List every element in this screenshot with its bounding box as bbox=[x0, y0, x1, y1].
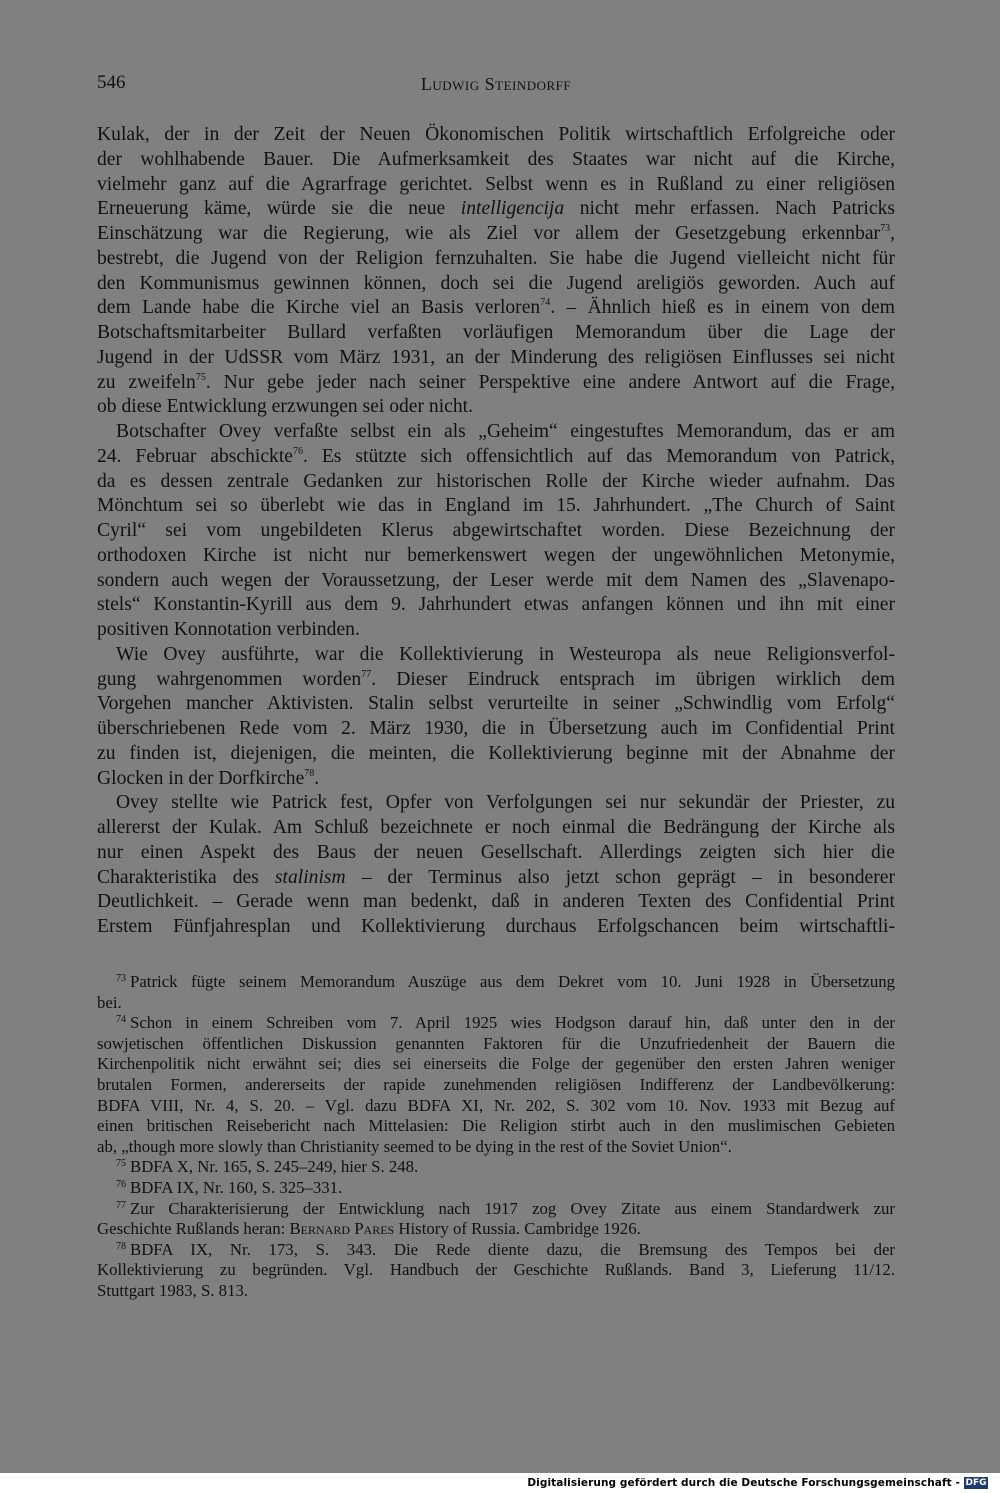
footnote-78 bbox=[97, 1240, 895, 1302]
text-segment: Charakteristika des bbox=[97, 866, 275, 888]
text-line bbox=[97, 1199, 895, 1220]
paragraph bbox=[97, 420, 895, 643]
text-segment: , bbox=[890, 223, 895, 244]
funding-notice: Digitalisierung gefördert durch die Deutsche Forschungsgemeinschaft - bbox=[527, 1477, 960, 1489]
text-segment: Patrick fügte seinem Memorandum Auszüge aus dem Dekret vom 10. Juni 1928 in Übersetzung bbox=[130, 972, 895, 991]
text-segment: zu zweifeln bbox=[97, 371, 196, 393]
italic-term: stalinism bbox=[274, 866, 346, 888]
footnote-number: 76 bbox=[116, 1178, 126, 1190]
text-line bbox=[97, 222, 895, 247]
text-segment: BDFA X, Nr. 165, S. 245–249, hier S. 248. bbox=[130, 1157, 419, 1177]
text-segment: History of Russia. Cambridge 1926. bbox=[394, 1219, 641, 1239]
footnote-ref-78[interactable]: 78 bbox=[304, 767, 315, 779]
text-segment: Glocken in der Dorfkirche bbox=[97, 767, 305, 789]
footnote-ref-76[interactable]: 76 bbox=[293, 445, 303, 457]
text-segment: Schon in einem Schreiben vom 7. April 1925 wies Hodgson darauf hin, daß unter den in der bbox=[130, 1013, 895, 1033]
footnote-ref-74[interactable]: 74 bbox=[540, 297, 551, 309]
text-line: vielmehr ganz auf die Agrarfrage gerichtet. Selbst wenn es in Rußland zu einer religiösen bbox=[97, 173, 895, 195]
footnote-73 bbox=[97, 972, 895, 1013]
text-segment: . Nur gebe jeder nach seiner Perspektive eine andere Antwort auf die Frage, bbox=[205, 371, 895, 393]
text-line: der wohlhabende Bauer. Die Aufmerksamkeit des Staates war nicht auf die Kirche, bbox=[97, 148, 895, 170]
text-line: Botschaftsmitarbeiter Bullard verfaßten vorläufigen Memorandum über die Lage der bbox=[97, 322, 895, 343]
italic-term: intelligencija bbox=[460, 198, 565, 220]
text-line: Stuttgart 1983, S. 813. bbox=[97, 1280, 249, 1300]
text-line: einen britischen Reisebericht nach Mittelasien: Die Religion stirbt auch in den muslimischen Gebieten bbox=[97, 1116, 895, 1136]
text-line: BDFA VIII, Nr. 4, S. 20. – Vgl. dazu BDFA XI, Nr. 202, S. 302 vom 10. Nov. 1933 mit Bezug auf bbox=[97, 1095, 895, 1115]
text-line bbox=[97, 767, 895, 792]
text-segment: gung wahrgenommen worden bbox=[97, 668, 362, 690]
text-line: nur einen Aspekt des Baus der neuen Gesellschaft. Allerdings zeigten sich hier die bbox=[97, 841, 895, 863]
text-line: Erstem Fünfjahresplan und Kollektivierung durchaus Erfolgschancen beim wirtschaftli- bbox=[97, 916, 895, 937]
text-line: bei. bbox=[97, 992, 122, 1012]
text-line: Kirchenpolitik nicht erwähnt sei; dies sei einerseits die Folge der gegenüber den ersten Jahren weniger bbox=[97, 1054, 895, 1074]
text-line: Ovey stellte wie Patrick fest, Opfer von Verfolgungen sei nur sekundär der Priester, zu bbox=[116, 792, 895, 814]
footnote-number: 75 bbox=[116, 1158, 126, 1170]
text-line: Botschafter Ovey verfaßte selbst ein als „Geheim“ eingestuftes Memorandum, das er am bbox=[116, 421, 895, 442]
funding-banner bbox=[0, 1473, 1000, 1493]
footnote-ref-73[interactable]: 73 bbox=[880, 223, 891, 234]
text-line: ob diese Entwicklung erzwungen sei oder nicht. bbox=[97, 396, 473, 418]
footnote-76 bbox=[97, 1178, 895, 1199]
text-line: orthodoxen Kirche ist nicht nur bemerkenswert wegen der ungewöhnlichen Metonymie, bbox=[97, 544, 895, 566]
text-segment: nicht mehr erfassen. Nach Patricks bbox=[564, 198, 895, 220]
running-title: Ludwig Steindorff bbox=[420, 74, 572, 94]
text-line: Cyril“ sei vom ungebildeten Klerus abgewirtschaftet worden. Diese Bezeichnung der bbox=[97, 520, 895, 541]
text-line: sondern auch wegen der Voraussetzung, der Leser werde mit dem Namen des „Slavenapo- bbox=[97, 569, 895, 591]
body-text bbox=[97, 123, 895, 940]
paragraph bbox=[97, 791, 895, 940]
text-line: Jugend in der UdSSR vom März 1931, an der Minderung des religiösen Einflusses sei nicht bbox=[97, 346, 895, 368]
text-line: zu finden ist, diejenigen, die meinten, die Kollektivierung beginne mit der Abnahme der bbox=[97, 742, 895, 764]
footnote-77 bbox=[97, 1199, 895, 1240]
text-segment: Erneuerung käme, würde sie die neue bbox=[97, 198, 461, 220]
author-name: Bernard Pares bbox=[289, 1219, 395, 1239]
footnote-number: 77 bbox=[116, 1199, 126, 1211]
text-line: Vorgehen mancher Aktivisten. Stalin selbst verurteilte in seiner „Schwindlig vom Erfolg“ bbox=[97, 693, 895, 715]
text-line bbox=[97, 296, 895, 321]
text-segment: . bbox=[314, 767, 320, 789]
footnote-74 bbox=[97, 1013, 895, 1157]
text-segment: Einschätzung war die Regierung, wie als Ziel vor allem der Gesetzgebung erkennbar bbox=[97, 223, 881, 244]
text-segment: BDFA IX, Nr. 173, S. 343. Die Rede diente dazu, die Bremsung des Tempos bei der bbox=[130, 1239, 895, 1259]
text-line: überschriebenen Rede vom 2. März 1930, die in Übersetzung auch im Confidential Print bbox=[97, 718, 895, 739]
footnote-number: 74 bbox=[116, 1014, 126, 1026]
text-line: ab, „though more slowly than Christianity seemed to be dying in the rest of the Soviet Union“. bbox=[97, 1136, 732, 1156]
text-line: den Kommunismus gewinnen können, doch sei die Jugend areligiös geworden. Auch auf bbox=[97, 272, 895, 294]
text-line: stels“ Konstantin-Kyrill aus dem 9. Jahrhundert etwas anfangen können und ihn mit einer bbox=[97, 594, 895, 616]
text-line: Mönchtum sei so überlebt wie das in England im 15. Jahrhundert. „The Church of Saint bbox=[97, 495, 895, 517]
paragraph bbox=[97, 123, 895, 420]
text-segment: BDFA IX, Nr. 160, S. 325–331. bbox=[130, 1177, 343, 1197]
text-segment: 24. Februar abschickte bbox=[97, 445, 293, 467]
text-line bbox=[97, 668, 895, 693]
text-line: sowjetischen öffentlichen Diskussion genannten Faktoren für die Unzufriedenheit der Bauern die bbox=[97, 1033, 895, 1053]
footnote-ref-75[interactable]: 75 bbox=[195, 371, 206, 383]
text-line bbox=[97, 1178, 895, 1199]
text-segment: dem Lande habe die Kirche viel an Basis verloren bbox=[97, 297, 541, 319]
page-number: 546 bbox=[97, 72, 126, 93]
text-line: allererst der Kulak. Am Schluß bezeichnete er noch einmal die Bedrängung der Kirche als bbox=[97, 817, 895, 838]
text-line: da es dessen zentrale Gedanken zur historischen Rolle der Kirche wieder aufnahm. Das bbox=[97, 470, 895, 492]
text-line: Deutlichkeit. – Gerade wenn man bedenkt, daß in anderen Texten des Confidential Print bbox=[97, 891, 895, 913]
text-line bbox=[97, 1013, 895, 1034]
text-segment: – der Terminus also jetzt schon geprägt – in besonderer bbox=[345, 866, 895, 888]
text-line: Wie Ovey ausführte, war die Kollektivierung in Westeuropa als neue Religionsverfol- bbox=[116, 643, 895, 665]
text-line bbox=[97, 445, 895, 470]
text-segment: . Dieser Eindruck entsprach im übrigen wirklich dem bbox=[371, 668, 895, 690]
text-line bbox=[97, 1157, 895, 1178]
running-head bbox=[97, 72, 895, 96]
text-line: positiven Konnotation verbinden. bbox=[97, 619, 360, 640]
text-segment: . Es stützte sich offensichtlich auf das Memorandum von Patrick, bbox=[303, 445, 895, 467]
text-line bbox=[97, 1219, 895, 1240]
text-segment: . – Ähnlich hieß es in einem von dem bbox=[550, 297, 895, 319]
text-line: brutalen Formen, andererseits der rapide zunehmenden religiösen Indifferenz der Landbevölkerung: bbox=[97, 1074, 895, 1094]
footnotes bbox=[97, 972, 895, 1302]
text-segment: Geschichte Rußlands heran: bbox=[97, 1219, 290, 1239]
text-line: Kulak, der in der Zeit der Neuen Ökonomischen Politik wirtschaftlich Erfolgreiche oder bbox=[97, 124, 895, 145]
text-line bbox=[97, 866, 895, 891]
footnote-number: 78 bbox=[116, 1240, 126, 1252]
text-line bbox=[97, 972, 895, 993]
text-line bbox=[97, 371, 895, 396]
footnote-number: 73 bbox=[116, 973, 126, 984]
dfg-logo: DFG bbox=[965, 1478, 987, 1488]
text-line: Kollektivierung zu begründen. Vgl. Handbuch der Geschichte Rußlands. Band 3, Lieferung 11/12. bbox=[97, 1260, 895, 1280]
text-line: bestrebt, die Jugend von der Religion fernzuhalten. Sie habe die Jugend vielleicht nicht für bbox=[97, 247, 895, 269]
footnote-ref-77[interactable]: 77 bbox=[361, 668, 372, 680]
text-line bbox=[97, 1240, 895, 1261]
text-segment: Zur Charakterisierung der Entwicklung nach 1917 zog Ovey Zitate aus einem Standardwerk zur bbox=[130, 1198, 895, 1218]
text-line bbox=[97, 197, 895, 222]
footnote-75 bbox=[97, 1157, 895, 1178]
paragraph bbox=[97, 643, 895, 792]
